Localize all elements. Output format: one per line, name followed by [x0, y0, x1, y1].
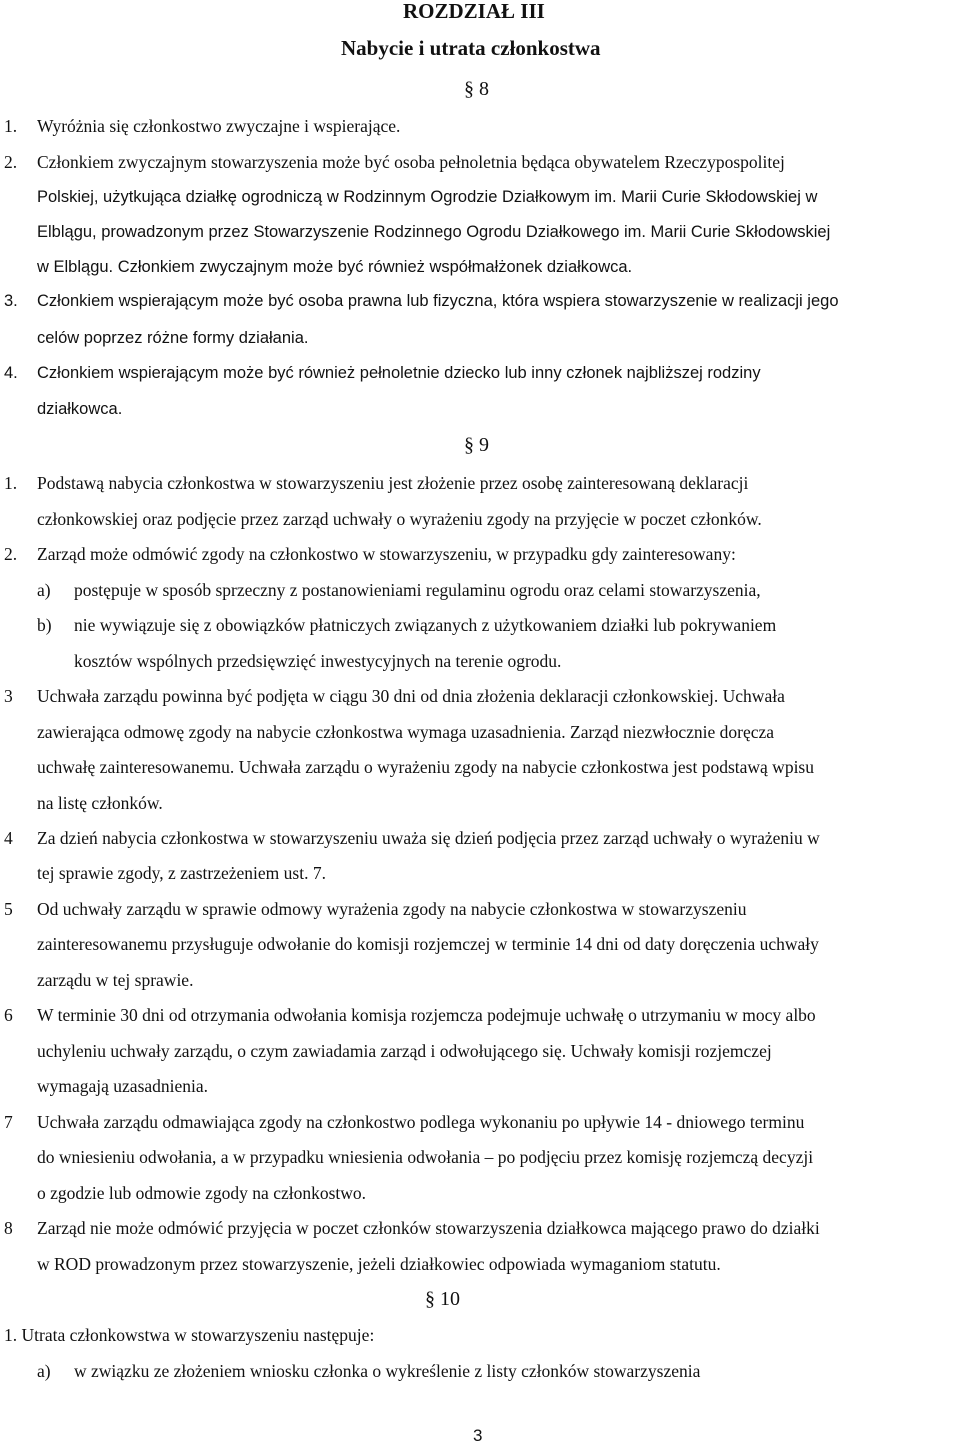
paragraph-line: Członkiem wspierającym może być osoba prawna lub fizyczna, która wspiera stowarzyszenie w realizacji jego [37, 292, 839, 310]
paragraph-line: o zgodzie lub odmowie zgody na członkostwo. [37, 1183, 367, 1203]
paragraph-line: zawierająca odmowę zgody na nabycie członkostwa wymaga uzasadnienia. Zarząd niezwłocznie doręcza [37, 722, 775, 742]
page-number: 3 [473, 1426, 483, 1445]
list-label: b) [37, 615, 52, 635]
section-heading: § 8 [464, 78, 489, 100]
paragraph-line: tej sprawie zgody, z zastrzeżeniem ust. 7. [37, 863, 326, 883]
paragraph-number: 3 [4, 686, 13, 706]
paragraph-line: w Elblągu. Członkiem zwyczajnym może być również współmałżonek działkowca. [37, 258, 633, 276]
list-item: kosztów wspólnych przedsięwzięć inwestycyjnych na terenie ogrodu. [74, 651, 562, 671]
paragraph-number: 1. [4, 473, 18, 493]
paragraph-line: Zarząd nie może odmówić przyjęcia w poczet członków stowarzyszenia działkowca mającego prawo do działki [37, 1218, 820, 1238]
paragraph-line: Polskiej, użytkująca działkę ogrodniczą w Rodzinnym Ogrodzie Działkowym im. Marii Curie Skłodowskiej w [37, 188, 818, 206]
paragraph-line: Za dzień nabycia członkostwa w stowarzyszeniu uważa się dzień podjęcia przez zarząd uchwały o wyrażeniu w [37, 828, 820, 848]
paragraph-line: na listę członków. [37, 793, 163, 813]
list-item: nie wywiązuje się z obowiązków płatniczych związanych z użytkowaniem działki lub pokrywaniem [74, 615, 777, 635]
paragraph-line: W terminie 30 dni od otrzymania odwołania komisja rozjemcza podejmuje uchwałę o utrzymaniu w mocy albo [37, 1005, 816, 1025]
chapter-title: ROZDZIAŁ III [403, 0, 545, 23]
paragraph-line: uchwałę zainteresowanemu. Uchwała zarządu o wyrażeniu zgody na nabycie członkostwa jest podstawą wpisu [37, 757, 814, 777]
paragraph-number: 7 [4, 1112, 13, 1132]
paragraph-number: 1. [4, 116, 18, 136]
paragraph-line: w ROD prowadzonym przez stowarzyszenie, jeżeli działkowiec odpowiada wymaganiom statutu. [37, 1254, 721, 1274]
paragraph-line: Członkiem wspierającym może być również pełnoletnie dziecko lub inny członek najbliższej rodziny [37, 364, 761, 382]
paragraph-line: Uchwała zarządu odmawiająca zgody na członkostwo podlega wykonaniu po upływie 14 - dniowego terminu [37, 1112, 805, 1132]
paragraph-line: celów poprzez różne formy działania. [37, 329, 309, 347]
paragraph-number: 4 [4, 828, 13, 848]
paragraph-text: Zarząd może odmówić zgody na członkostwo w stowarzyszeniu, w przypadku gdy zainteresowany: [37, 544, 736, 564]
paragraph-line: do wniesieniu odwołania, a w przypadku wniesienia odwołania – po podjęciu przez komisję rozjemczą decyzji [37, 1147, 814, 1167]
section-heading: § 10 [425, 1288, 460, 1310]
paragraph-line: Członkiem zwyczajnym stowarzyszenia może być osoba pełnoletnia będąca obywatelem Rzeczypospolitej [37, 152, 785, 172]
list-item: postępuje w sposób sprzeczny z postanowieniami regulaminu ogrodu oraz celami stowarzyszenia, [74, 580, 761, 600]
paragraph-number: 4. [4, 364, 18, 382]
paragraph-line: zainteresowanemu przysługuje odwołanie do komisji rozjemczej w terminie 14 dni od daty doręczenia uchwały [37, 934, 819, 954]
paragraph-line: Uchwała zarządu powinna być podjęta w ciągu 30 dni od dnia złożenia deklaracji członkowskiej. Uchwała [37, 686, 785, 706]
paragraph-line: członkowskiej oraz podjęcie przez zarząd uchwały o wyrażeniu zgody na przyjęcie w poczet członków. [37, 509, 762, 529]
list-label: a) [37, 1361, 51, 1381]
paragraph-number: 8 [4, 1218, 13, 1238]
paragraph-line: Podstawą nabycia członkostwa w stowarzyszeniu jest złożenie przez osobę zainteresowaną deklaracji [37, 473, 749, 493]
paragraph-number: 5 [4, 899, 13, 919]
list-item: w związku ze złożeniem wniosku członka o wykreślenie z listy członków stowarzyszenia [74, 1361, 701, 1381]
paragraph-text: Wyróżnia się członkostwo zwyczajne i wspierające. [37, 116, 401, 136]
section-heading: § 9 [464, 434, 489, 456]
paragraph-line: działkowca. [37, 400, 123, 418]
paragraph-line: Elblągu, prowadzonym przez Stowarzyszenie Rodzinnego Ogrodu Działkowego im. Marii Curie Skłodowskiej [37, 223, 831, 241]
paragraph-number: 2. [4, 152, 18, 172]
paragraph-line: zarządu w tej sprawie. [37, 970, 194, 990]
paragraph-line: uchyleniu uchwały zarządu, o czym zawiadamia zarząd i odwołującego się. Uchwały komisji rozjemczej [37, 1041, 772, 1061]
paragraph-text: 1. Utrata członkowstwa w stowarzyszeniu następuje: [4, 1325, 375, 1345]
list-label: a) [37, 580, 51, 600]
paragraph-line: Od uchwały zarządu w sprawie odmowy wyrażenia zgody na nabycie członkostwa w stowarzyszeniu [37, 899, 747, 919]
paragraph-number: 6 [4, 1005, 13, 1025]
paragraph-number: 3. [4, 292, 18, 310]
paragraph-number: 2. [4, 544, 18, 564]
chapter-subtitle: Nabycie i utrata członkostwa [341, 36, 601, 60]
paragraph-line: wymagają uzasadnienia. [37, 1076, 209, 1096]
